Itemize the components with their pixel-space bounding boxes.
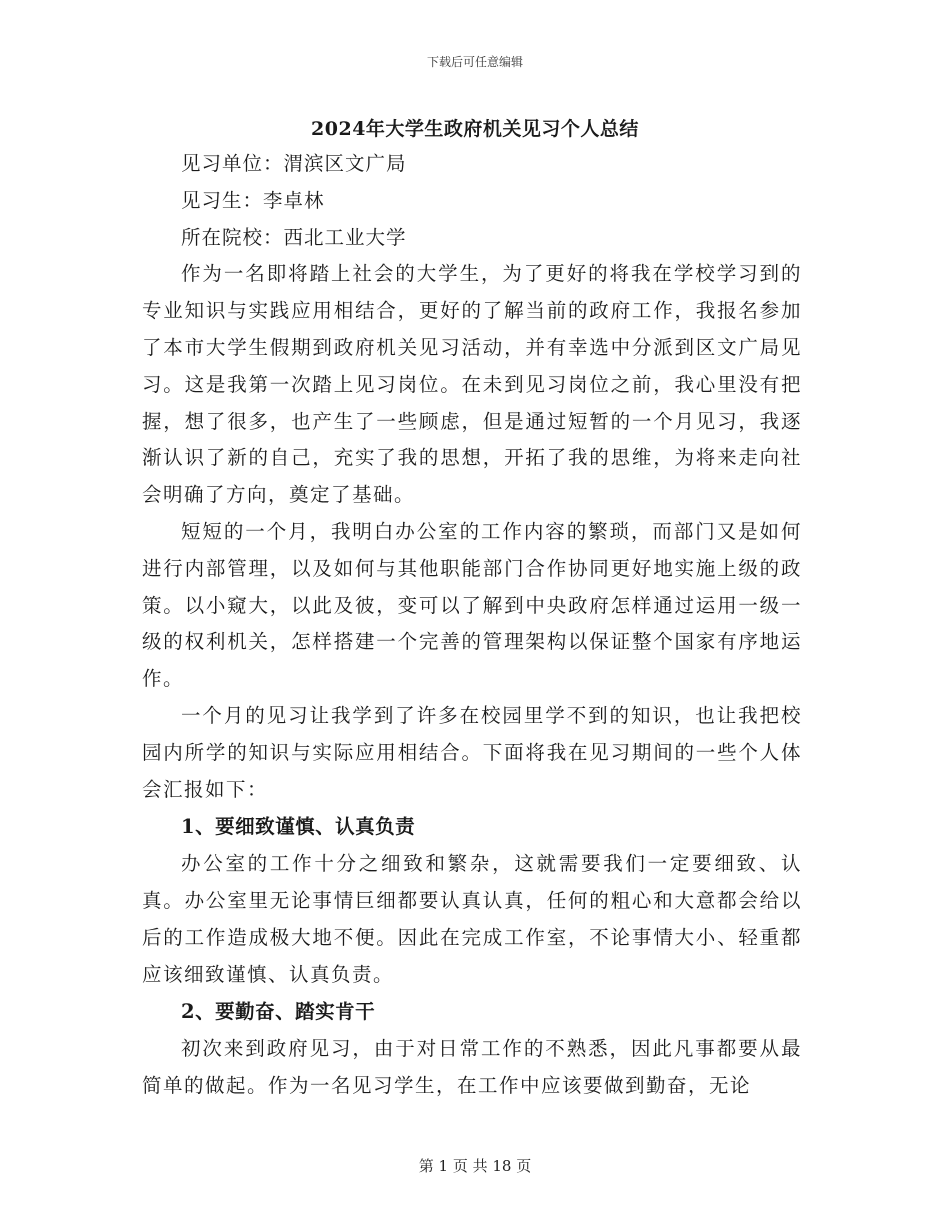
- paragraph-intro: 作为一名即将踏上社会的大学生，为了更好的将我在学校学习到的专业知识与实践应用相结合，更好的了解当前的政府工作，我报名参加了本市大学生假期到政府机关见习活动，并有幸选中分派到区文广局见习。这是我第一次踏上见习岗位。在未到见习岗位之前，我心里没有把握，想了很多，也产生了一些顾虑，但是通过短暂的一个月见习，我逐渐认识了新的自己，充实了我的思想，开拓了我的思维，为将来走向社会明确了方向，奠定了基础。: [142, 262, 802, 507]
- section-heading-2: 2、要勤奋、踏实肯干: [181, 1000, 376, 1024]
- meta-school: 所在院校：西北工业大学: [181, 225, 407, 249]
- paragraph-section-2: 初次来到政府见习，由于对日常工作的不熟悉，因此凡事都要从最简单的做起。作为一名见习学生，在工作中应该要做到勤奋，无论: [142, 1037, 802, 1097]
- page-footer: 第 1 页 共 18 页: [418, 1157, 532, 1175]
- meta-student: 见习生：李卓林: [181, 188, 325, 212]
- section-heading-1: 1、要细致谨慎、认真负责: [181, 815, 416, 839]
- document-body: [142, 146, 802, 1105]
- paragraph-section-1: 办公室的工作十分之细致和繁杂，这就需要我们一定要细致、认真。办公室里无论事情巨细都要认真认真，任何的粗心和大意都会给以后的工作造成极大地不便。因此在完成工作室，不论事情大小、轻重都应该细致谨慎、认真负责。: [142, 852, 802, 986]
- header-note: 下载后可任意编辑: [426, 55, 523, 69]
- paragraph-summary: 一个月的见习让我学到了许多在校园里学不到的知识，也让我把校园内所学的知识与实际应用相结合。下面将我在见习期间的一些个人体会汇报如下：: [142, 703, 802, 801]
- paragraph-month: 短短的一个月，我明白办公室的工作内容的繁琐，而部门又是如何进行内部管理，以及如何与其他职能部门合作协同更好地实施上级的政策。以小窥大，以此及彼，变可以了解到中央政府怎样通过运用一级一级的权利机关，怎样搭建一个完善的管理架构以保证整个国家有序地运作。: [142, 519, 802, 691]
- meta-unit: 见习单位：渭滨区文广局: [181, 152, 407, 175]
- document-title: 2024年大学生政府机关见习个人总结: [311, 118, 639, 140]
